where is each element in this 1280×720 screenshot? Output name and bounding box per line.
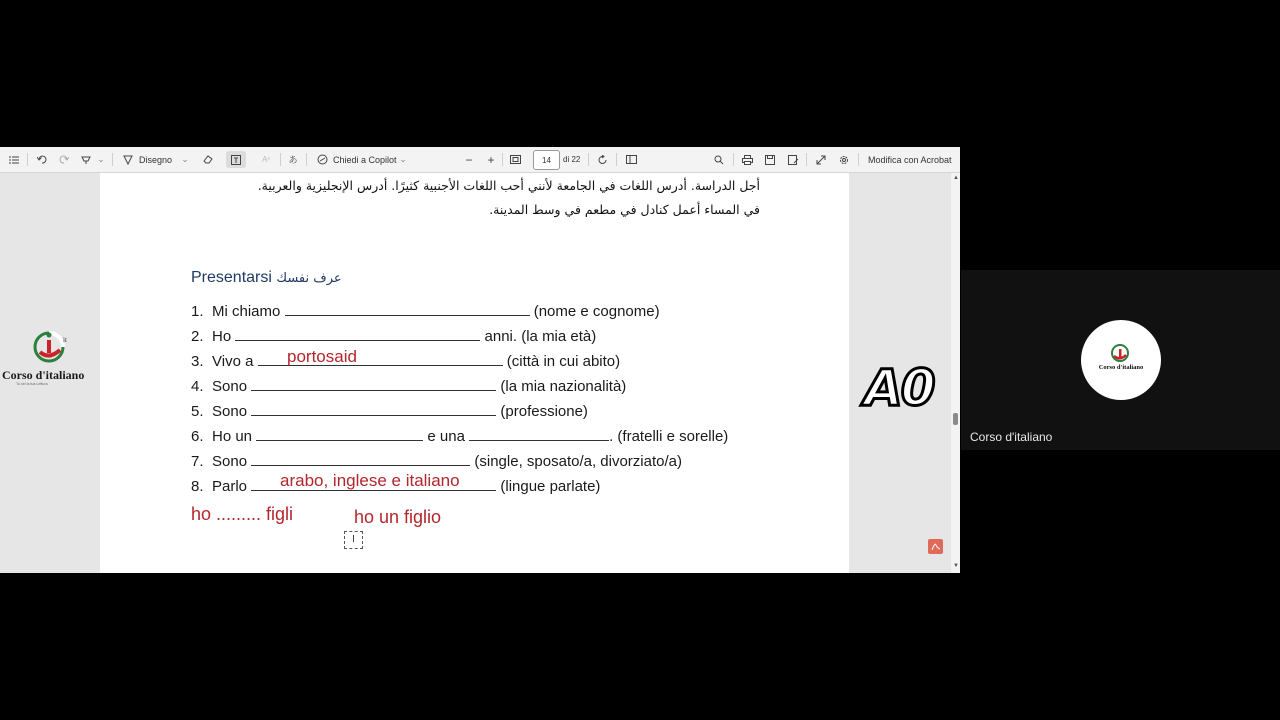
redo-icon[interactable]: [56, 147, 72, 172]
section-title-italian: Presentarsi: [191, 269, 272, 286]
highlighter-icon[interactable]: [78, 147, 94, 172]
draw-icon[interactable]: [120, 147, 136, 172]
italy-logo-icon: [1109, 342, 1133, 362]
brand-logo: [0, 323, 100, 393]
gear-icon[interactable]: [837, 147, 851, 172]
handwritten-answer-languages: arabo, inglese e italiano: [280, 471, 460, 490]
arabic-paragraph-line-2: في المساء أعمل كنادل في مطعم في وسط المدينة.: [489, 202, 760, 217]
italy-logo-icon: [30, 328, 72, 364]
exercise-row: 3. Vivo a (città in cui abito): [191, 353, 621, 370]
fit-page-icon[interactable]: [508, 147, 522, 172]
exercise-row: 5. Sono (professione): [191, 403, 588, 420]
scrollbar-thumb[interactable]: [953, 413, 958, 425]
page-number-input[interactable]: 14: [533, 150, 560, 170]
participant-tile[interactable]: [961, 270, 1280, 450]
exercise-row: 1. Mi chiamo (nome e cognome): [191, 303, 660, 320]
text-cursor-box[interactable]: Ι: [344, 531, 363, 549]
logo-text: Corso d'italiano: [2, 368, 85, 382]
rotate-icon[interactable]: [596, 147, 610, 172]
participant-name: Corso d'italiano: [970, 430, 1053, 444]
handwritten-answer-city: portosaid: [287, 347, 357, 366]
svg-text:it: it: [63, 336, 67, 344]
chevron-down-icon[interactable]: ⌄: [181, 154, 189, 164]
print-icon[interactable]: [740, 147, 754, 172]
avatar-text: Corso d'italiano: [1098, 364, 1144, 371]
exercise-row: 2. Ho anni. (la mia età): [191, 328, 597, 345]
text-box-icon[interactable]: [226, 151, 246, 168]
read-aloud-icon[interactable]: A ᵃ: [262, 155, 270, 164]
list-icon[interactable]: [6, 147, 22, 172]
answer-blank[interactable]: [235, 328, 480, 341]
answer-blank[interactable]: [469, 428, 609, 441]
scroll-down-icon[interactable]: ▼: [953, 563, 959, 569]
vertical-scrollbar[interactable]: [951, 173, 960, 573]
save-as-icon[interactable]: [786, 147, 800, 172]
document-viewport: [0, 173, 951, 573]
ask-copilot-button[interactable]: Chiedi a Copilot: [333, 154, 397, 165]
zoom-in-icon[interactable]: +: [487, 152, 495, 167]
chevron-down-icon[interactable]: ⌄: [399, 154, 407, 164]
answer-blank[interactable]: [251, 403, 496, 416]
answer-blank[interactable]: [256, 428, 423, 441]
arabic-paragraph-line-1: أجل الدراسة. أدرس اللغات في الجامعة لأنني أحب اللغات الأجنبية كثيرًا. أدرس الإنجليزية والعربية.: [257, 178, 760, 193]
answer-blank[interactable]: [251, 378, 496, 391]
exercise-row: 4. Sono (la mia nazionalità): [191, 378, 627, 395]
save-icon[interactable]: [763, 147, 777, 172]
handwritten-note-right: ho un figlio: [354, 507, 442, 527]
level-badge: A0: [864, 359, 934, 417]
scroll-up-icon[interactable]: ▲: [953, 175, 959, 181]
section-title-arabic: عرف نفسك: [276, 271, 342, 286]
section-title: [191, 269, 342, 287]
eraser-icon[interactable]: [200, 147, 216, 172]
search-icon[interactable]: [712, 147, 726, 172]
page-total-label: di 22: [563, 155, 581, 164]
exercise-row: 7. Sono (single, sposato/a, divorziato/a): [191, 453, 682, 470]
shared-screen: [0, 147, 960, 573]
translate-icon[interactable]: あ: [288, 155, 298, 165]
expand-icon[interactable]: [814, 147, 828, 172]
zoom-out-icon[interactable]: −: [465, 152, 473, 167]
exercise-row: 8. Parlo (lingue parlate): [191, 478, 601, 495]
logo-tagline: Tu sei la tua Lettura: [16, 382, 48, 386]
chevron-down-icon[interactable]: ⌄: [97, 154, 105, 164]
edit-with-acrobat-button[interactable]: Modifica con Acrobat: [868, 154, 952, 165]
pdf-file-icon[interactable]: [928, 539, 943, 554]
draw-button[interactable]: Disegno: [139, 154, 173, 165]
copilot-icon[interactable]: [314, 147, 330, 172]
avatar: [1081, 320, 1161, 400]
pdf-page: [100, 173, 849, 573]
pdf-toolbar: [0, 147, 960, 173]
page-view-icon[interactable]: [624, 147, 638, 172]
answer-blank[interactable]: [251, 453, 470, 466]
exercise-row: 6. Ho un e una . (fratelli e sorelle): [191, 428, 729, 445]
undo-icon[interactable]: [34, 147, 50, 172]
handwritten-note-left: ho ......... figli: [191, 504, 294, 524]
answer-blank[interactable]: [285, 303, 530, 316]
